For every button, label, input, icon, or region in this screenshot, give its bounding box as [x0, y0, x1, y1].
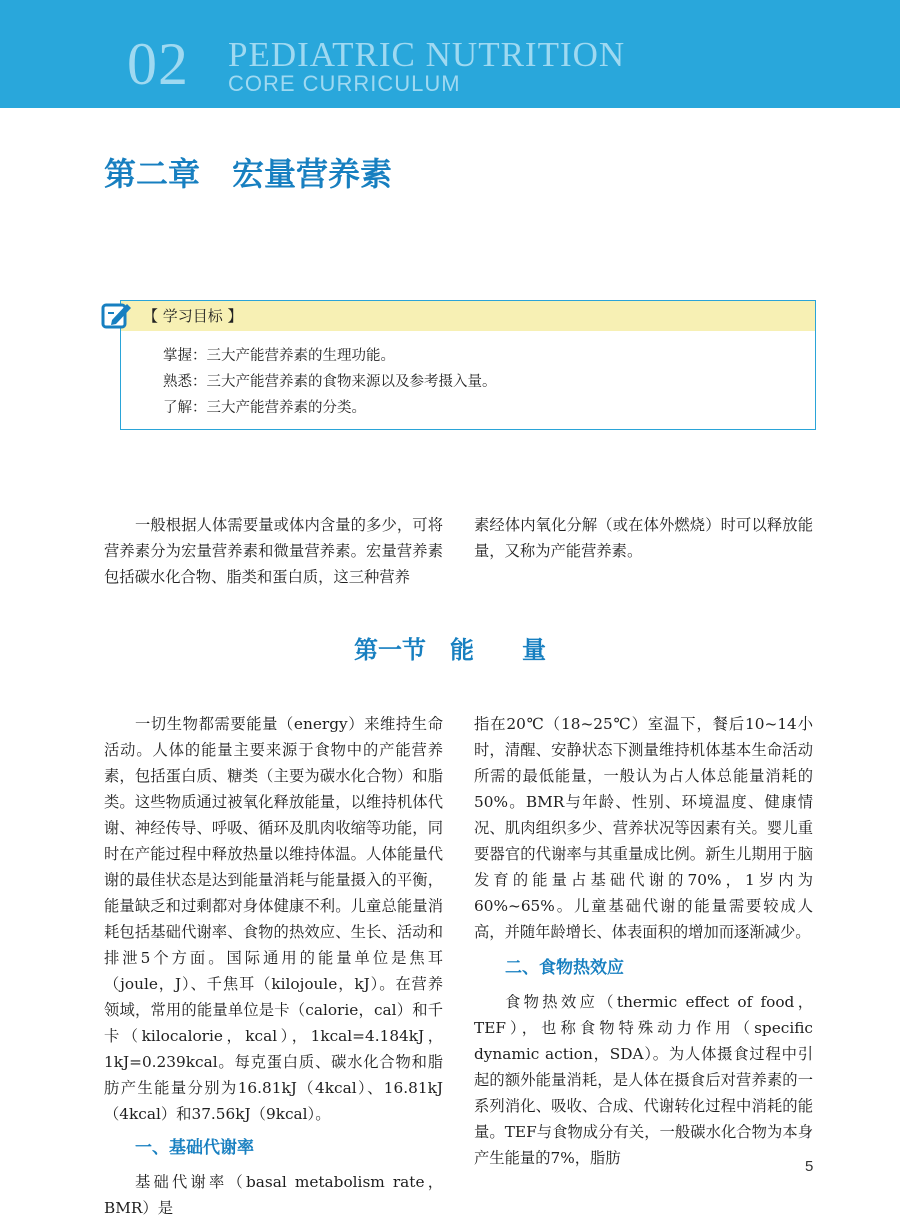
- objective-item: 了解：三大产能营养素的分类。: [163, 400, 366, 416]
- bmr-paragraph: 基础代谢率（basal metabolism rate，BMR）是: [104, 1173, 443, 1217]
- objective-item: 熟悉：三大产能营养素的食物来源以及参考摄入量。: [163, 374, 497, 390]
- learning-objectives-header: [121, 301, 815, 331]
- intro-paragraph: 一般根据人体需要量或体内含量的多少，可将营养素分为宏量营养素和微量营养素。宏量营养素包括碳水化合物、脂类和蛋白质，这三种营养: [104, 516, 443, 586]
- section-title: 第一节 能 量: [354, 636, 546, 664]
- objective-item: 掌握：三大产能营养素的生理功能。: [163, 348, 395, 364]
- intro-right-column: [474, 512, 813, 564]
- chapter-title: 第二章 宏量营养素: [104, 155, 393, 193]
- pen-note-icon: [100, 298, 134, 332]
- series-title-line1: PEDIATRIC NUTRITION: [228, 35, 626, 74]
- learning-objectives-box: [120, 300, 816, 430]
- page-number: 5: [805, 1158, 814, 1175]
- body-left-column: [104, 711, 443, 1221]
- bmr-paragraph-continued: 指在20℃（18~25℃）室温下，餐后10~14小时，清醒、安静状态下测量维持机体基本生命活动所需的最低能量，一般认为占人体总能量消耗的50%。BMR与年龄、性别、环境温度、健康情况、肌肉组织多少、营养状况等因素有关。婴儿重要器官的代谢率与其重量成比例。新生儿期用于脑发育的能量占基础代谢的70%，1岁内为60%~65%。儿童基础代谢的能量需要较成人高，并随年龄增长、体表面积的增加而逐渐减少。: [474, 715, 813, 941]
- energy-paragraph: 一切生物都需要能量（energy）来维持生命活动。人体的能量主要来源于食物中的产能营养素，包括蛋白质、糖类（主要为碳水化合物）和脂类。这些物质通过被氧化释放能量，以维持机体代谢、神经传导、呼吸、循环及肌肉收缩等功能，同时在产能过程中释放热量以维持体温。人体能量代谢的最佳状态是达到能量消耗与能量摄入的平衡，能量缺乏和过剩都对身体健康不利。儿童总能量消耗包括基础代谢率、食物的热效应、生长、活动和排泄5个方面。国际通用的能量单位是焦耳（joule，J）、千焦耳（kilojoule，kJ）。在营养领域，常用的能量单位是卡（calorie，cal）和千卡（kilocalorie，kcal），1kcal=4.184kJ，1kJ=0.239kcal。每克蛋白质、碳水化合物和脂肪产生能量分别为16.81kJ（4kcal）、16.81kJ（4kcal）和37.56kJ（9kcal）。: [104, 715, 443, 1123]
- body-right-column: [474, 711, 813, 1171]
- subheading-bmr: 一、基础代谢率: [135, 1138, 254, 1158]
- learning-objectives-heading: 【 学习目标 】: [143, 307, 243, 325]
- series-title-line2: CORE CURRICULUM: [228, 71, 461, 96]
- tef-paragraph: 食物热效应（thermic effect of food，TEF），也称食物特殊动力作用（specific dynamic action，SDA）。为人体摄食过程中引起的额外能量消耗，是人体在摄食后对营养素的一系列消化、吸收、合成、代谢转化过程中消耗的能量。TEF与食物成分有关，一般碳水化合物为本身产生能量的7%，脂肪: [474, 993, 813, 1167]
- intro-paragraph-continued: 素经体内氧化分解（或在体外燃烧）时可以释放能量，又称为产能营养素。: [474, 516, 813, 560]
- intro-left-column: [104, 512, 443, 590]
- chapter-number: 02: [127, 31, 189, 97]
- subheading-tef: 二、食物热效应: [505, 958, 624, 978]
